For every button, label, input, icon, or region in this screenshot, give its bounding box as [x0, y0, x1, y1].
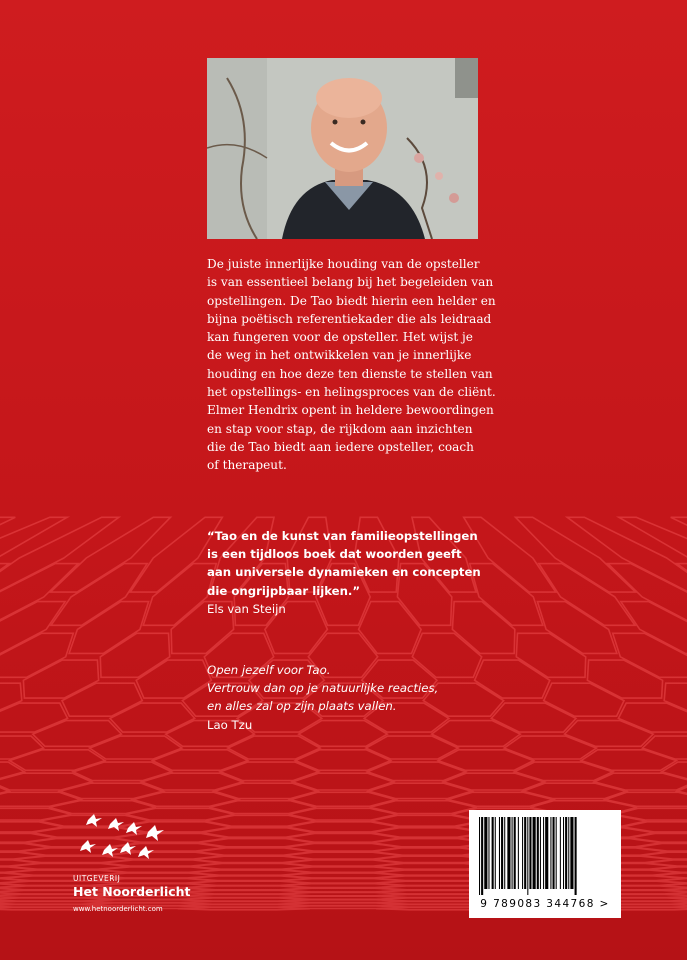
blurb-line: Elmer Hendrix opent in heldere bewoordingen: [207, 403, 494, 418]
author-photo: [207, 58, 478, 239]
blurb-line: houding en hoe deze ten dienste te stellen van: [207, 366, 493, 381]
blurb-line: of therapeut.: [207, 458, 287, 473]
barcode-bars: [477, 817, 613, 895]
blurb-line: opstellingen. De Tao biedt hierin een helder en: [207, 293, 496, 308]
quote-line: is een tijdloos boek dat woorden geeft: [207, 547, 462, 562]
quote-line: aan universele dynamieken en concepten: [207, 565, 481, 580]
barcode: [469, 810, 621, 918]
quote-line: “Tao en de kunst van familieopstellingen: [207, 529, 478, 543]
lao-tzu-line: Vertrouw dan op je natuurlijke reacties,: [207, 681, 439, 696]
quote-author: Els van Steijn: [207, 601, 286, 616]
lao-tzu-line: Open jezelf voor Tao.: [207, 663, 331, 677]
lao-tzu-quote: [207, 661, 527, 734]
blurb-line: de weg in het ontwikkelen van je innerlijke: [207, 348, 472, 363]
blurb-line: is van essentieel belang bij het begeleiden van: [207, 275, 494, 290]
blurb-line: en stap voor stap, de rijkdom aan inzichten: [207, 421, 473, 436]
blurb-line: De juiste innerlijke houding van de opsteller: [207, 257, 480, 271]
publisher-logo: [70, 808, 210, 928]
publisher-label: UITGEVERIJ: [73, 874, 121, 883]
birds-icon: [70, 808, 170, 870]
publisher-name: Het Noorderlicht: [73, 884, 191, 899]
endorsement-quote: [207, 527, 527, 618]
lao-tzu-line: en alles zal op zijn plaats vallen.: [207, 699, 397, 714]
blurb-text: [207, 255, 497, 475]
blurb-line: kan fungeren voor de opsteller. Het wijst je: [207, 330, 473, 345]
isbn-number: 9 789083 344768 >: [480, 898, 610, 910]
publisher-url: www.hetnoorderlicht.com: [73, 905, 163, 913]
blurb-line: het opstellings- en helingsproces van de cliënt.: [207, 385, 496, 400]
lao-tzu-author: Lao Tzu: [207, 717, 253, 732]
quote-line: die ongrijpbaar lijken.”: [207, 583, 361, 598]
blurb-line: die de Tao biedt aan iedere opsteller, coach: [207, 439, 474, 454]
blurb-line: bijna poëtisch referentiekader die als leidraad: [207, 311, 492, 326]
